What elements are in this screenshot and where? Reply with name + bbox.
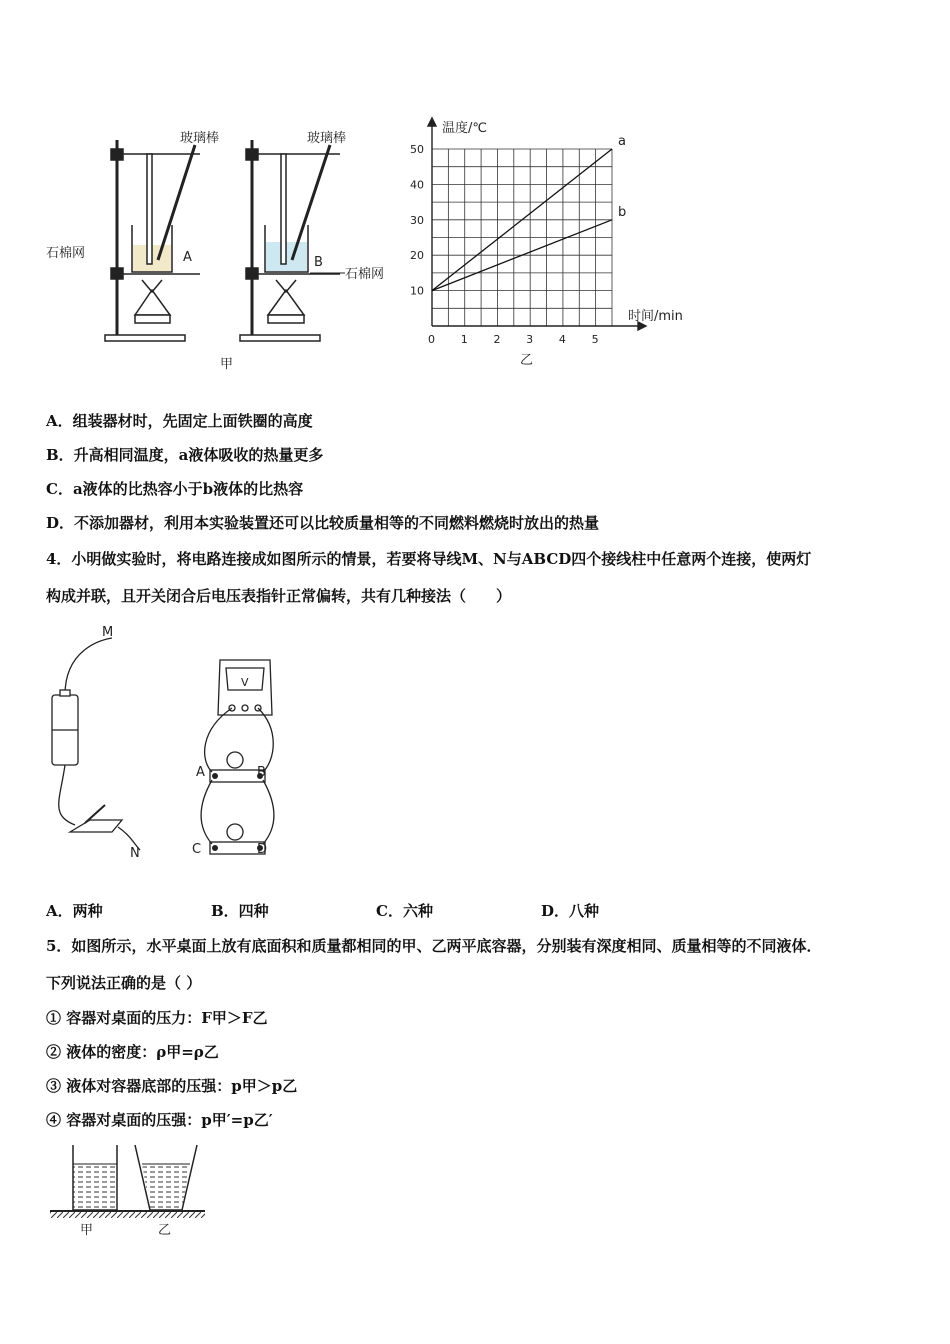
heating-apparatus-figure [40,120,410,380]
q4-text-line1: 4．小明做实验时，将电路连接成如图所示的情景，若要将导线M、N与ABCD四个接线柱中任意两个连接，使两灯 [46,550,812,568]
right-stand-base [240,335,320,341]
terminal-m: M [102,625,114,640]
rod-label-left: 玻璃棒 [180,131,220,146]
figure-caption-jia: 甲 [220,357,234,372]
y-tick-label: 40 [410,178,424,192]
x-tick-label: 5 [591,333,599,346]
mesh-label-left: 石棉网 [46,246,86,261]
q4-option-d: D．八种 [541,902,600,920]
terminal-b: B [257,765,266,780]
x-axis-label: 时间/min [628,309,683,324]
series-label-a: a [618,134,626,149]
y-tick-label: 30 [410,213,424,227]
q5-statement-1: ① 容器对桌面的压力：F甲＞F乙 [46,1009,268,1027]
q3-option-c: C．a液体的比热容小于b液体的比热容 [46,480,304,498]
rod-label-right: 玻璃棒 [307,131,347,146]
voltmeter-v: V [241,676,249,689]
q5-statement-3: ③ 液体对容器底部的压强：p甲＞p乙 [46,1077,298,1095]
temperature-time-chart [400,112,710,372]
y-axis-label: 温度/℃ [442,121,487,136]
q5-statement-2: ② 液体的密度：ρ甲=ρ乙 [46,1043,219,1061]
terminal-d: D [257,842,268,857]
mesh-label-right: 石棉网 [345,267,385,282]
q3-option-b: B．升高相同温度，a液体吸收的热量更多 [46,446,324,464]
q4-option-b: B．四种 [211,902,269,920]
label-jia: 甲 [80,1223,94,1238]
terminal-c: C [192,842,202,857]
y-tick-label: 50 [410,143,424,156]
q3-option-d: D．不添加器材，利用本实验装置还可以比较质量相等的不同燃料燃烧时放出的热量 [46,514,600,532]
y-tick-label: 20 [410,249,424,263]
y-tick-label: 10 [410,284,424,298]
x-tick-label: 1 [460,333,468,346]
switch [70,820,122,832]
x-tick-label: 2 [493,333,501,346]
container-yi-liquid [142,1164,190,1210]
series-label-b: b [618,204,627,220]
label-yi: 乙 [158,1223,172,1238]
left-stand-base [105,335,185,341]
q3-option-a: A．组装器材时，先固定上面铁圈的高度 [46,412,313,430]
x-tick-label: 4 [558,333,566,346]
beaker-label-b: B [314,255,323,270]
terminal-a: A [196,765,205,780]
containers-figure [45,1140,215,1240]
q5-text-line2: 下列说法正确的是（ ） [46,974,202,992]
x-tick-label: 0 [428,333,435,346]
container-jia-liquid [73,1164,117,1210]
q4-option-a: A．两种 [46,902,103,920]
lamp-1 [227,752,243,768]
y-axis-arrow [428,118,436,126]
lamp-2 [227,824,243,840]
q4-option-c: C．六种 [376,902,433,920]
chart-caption-yi: 乙 [520,353,534,368]
chart-grid [432,149,612,326]
x-tick-label: 3 [526,333,534,346]
q5-text-line1: 5．如图所示，水平桌面上放有底面积和质量都相同的甲、乙两平底容器，分别装有深度相同、质量相等的不同液体． [46,937,822,955]
beaker-label-a: A [183,250,192,265]
circuit-figure [40,620,300,870]
q4-text-line2: 构成并联，且开关闭合后电压表指针正常偏转，共有几种接法（ ） [46,587,512,605]
terminal-n: N [130,846,140,861]
q5-statement-4: ④ 容器对桌面的压强：p甲′=p乙′ [46,1111,273,1129]
